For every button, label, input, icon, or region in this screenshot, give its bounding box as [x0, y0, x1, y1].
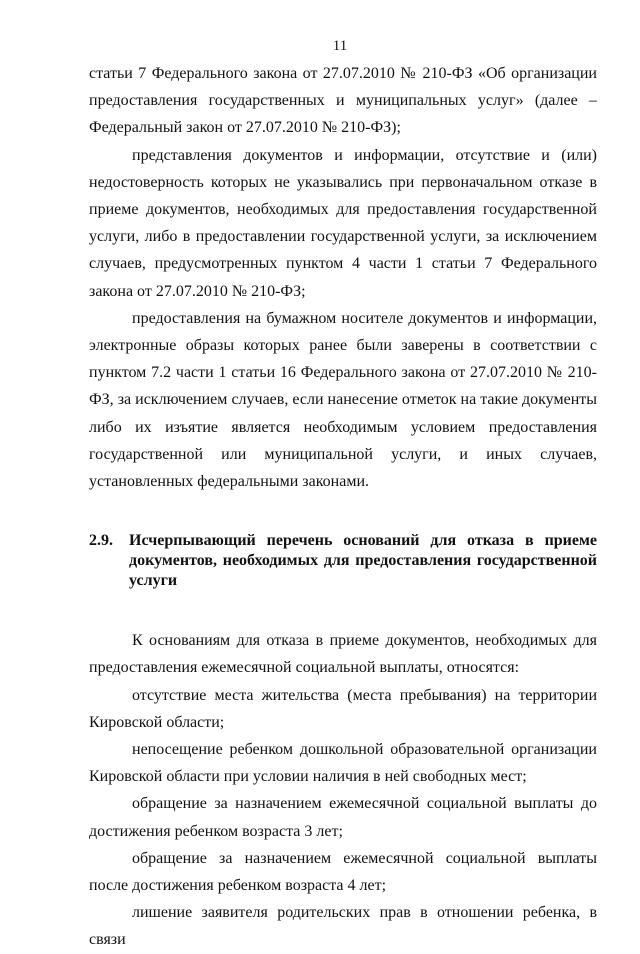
list-item-after-age-4: обращение за назначением ежемесячной социальной выплаты после достижения ребенком возраста 4 лет;: [89, 849, 597, 895]
list-item-no-residence: отсутствие места жительства (места пребывания) на территории Кировской области;: [89, 686, 597, 731]
document-body: [89, 60, 597, 954]
list-item-before-age-3: обращение за назначением ежемесячной социальной выплаты до достижения ребенком возраста 3 лет;: [89, 795, 597, 840]
section-heading: [89, 531, 597, 591]
section-title: Исчерпывающий перечень оснований для отказа в приеме документов, необходимых для предоставления государственной услуги: [129, 532, 597, 590]
paragraph-grounds-intro: К основаниям для отказа в приеме документов, необходимых для предоставления ежемесячной социальной выплаты, относятся:: [89, 632, 597, 677]
paragraph-continuation: статьи 7 Федерального закона от 27.07.2010 № 210-ФЗ «Об организации предоставления государственных и муниципальных услуг» (далее – Федеральный закон от 27.07.2010 № 210-ФЗ);: [89, 65, 597, 137]
paragraph-documents-info: представления документов и информации, отсутствие и (или) недостоверность которых не указывались при первоначальном отказе в приеме документов, необходимых для предоставления государственной услуги, либо в предоставлении государственной услуги, за исключением случаев, предусмотренных пунктом 4 части 1 статьи 7 Федерального закона от 27.07.2010 № 210-ФЗ;: [89, 146, 597, 300]
list-item-no-attendance: непосещение ребенком дошкольной образовательной организации Кировской области при условии наличия в ней свободных мест;: [89, 741, 597, 786]
paragraph-paper-documents: предоставления на бумажном носителе документов и информации, электронные образы которых ранее были заверены в соответствии с пунктом 7.2 части 1 статьи 16 Федерального закона от 27.07.2010 № 210-ФЗ, за исключением случаев, если нанесение отметок на такие документы либо их изъятие является необходимым условием предоставления государственной или муниципальной услуги, и иных случаев, установленных федеральными законами.: [89, 309, 597, 491]
section-number: 2.9.: [89, 532, 113, 550]
list-item-parental-rights: лишение заявителя родительских прав в отношении ребенка, в связи: [89, 904, 597, 949]
page-number: 11: [332, 38, 348, 54]
